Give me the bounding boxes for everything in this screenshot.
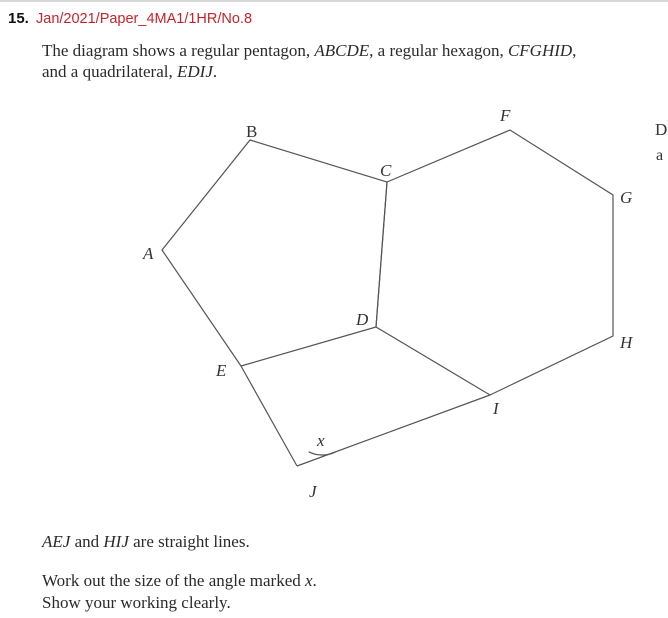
vertex-label-A: A	[143, 244, 154, 263]
intro-text: ,	[572, 41, 577, 60]
pentagon-ABCDE	[162, 140, 387, 366]
vertex-label-G: G	[620, 188, 633, 207]
cutoff-text-2: a	[656, 147, 664, 164]
vertex-label-B: B	[246, 122, 258, 141]
line-EJ	[241, 366, 297, 466]
vertex-label-I: I	[493, 399, 499, 418]
vertex-label-F: F	[500, 106, 511, 125]
task-line-2: Show your working clearly.	[42, 593, 231, 612]
vertex-label-H: H	[620, 333, 633, 352]
task-text: .	[312, 571, 317, 590]
question-reference: Jan/2021/Paper_4MA1/1HR/No.8	[36, 11, 253, 27]
segment-HIJ: HIJ	[103, 532, 129, 551]
vertex-label-J: J	[309, 482, 317, 501]
angle-label-x: x	[317, 431, 325, 450]
vertex-label-D: D	[356, 310, 369, 329]
cutoff-text-1: D	[655, 120, 668, 139]
note-text: and	[70, 532, 104, 551]
intro-text: The diagram shows a regular pentagon,	[42, 41, 315, 60]
task-line-1	[42, 570, 317, 591]
angle-variable: x	[305, 571, 313, 590]
segment-AEJ: AEJ	[42, 532, 71, 551]
pentagon-name: ABCDE	[314, 41, 370, 60]
task-text: Work out the size of the angle marked	[42, 571, 305, 590]
vertex-label-C: C	[380, 161, 392, 180]
intro-text: and a quadrilateral,	[42, 62, 177, 81]
intro-text: .	[212, 62, 218, 81]
hexagon-CFGHID	[376, 130, 613, 395]
vertex-label-E: E	[216, 361, 227, 380]
straight-lines-note	[42, 531, 250, 552]
quadrilateral-name: EDIJ	[177, 62, 213, 81]
question-number: 15.	[8, 10, 29, 27]
intro-text: , a regular hexagon,	[369, 41, 508, 60]
note-text: are straight lines.	[128, 532, 250, 551]
hexagon-name: CFGHID	[507, 41, 573, 60]
angle-x-arc	[309, 452, 336, 455]
